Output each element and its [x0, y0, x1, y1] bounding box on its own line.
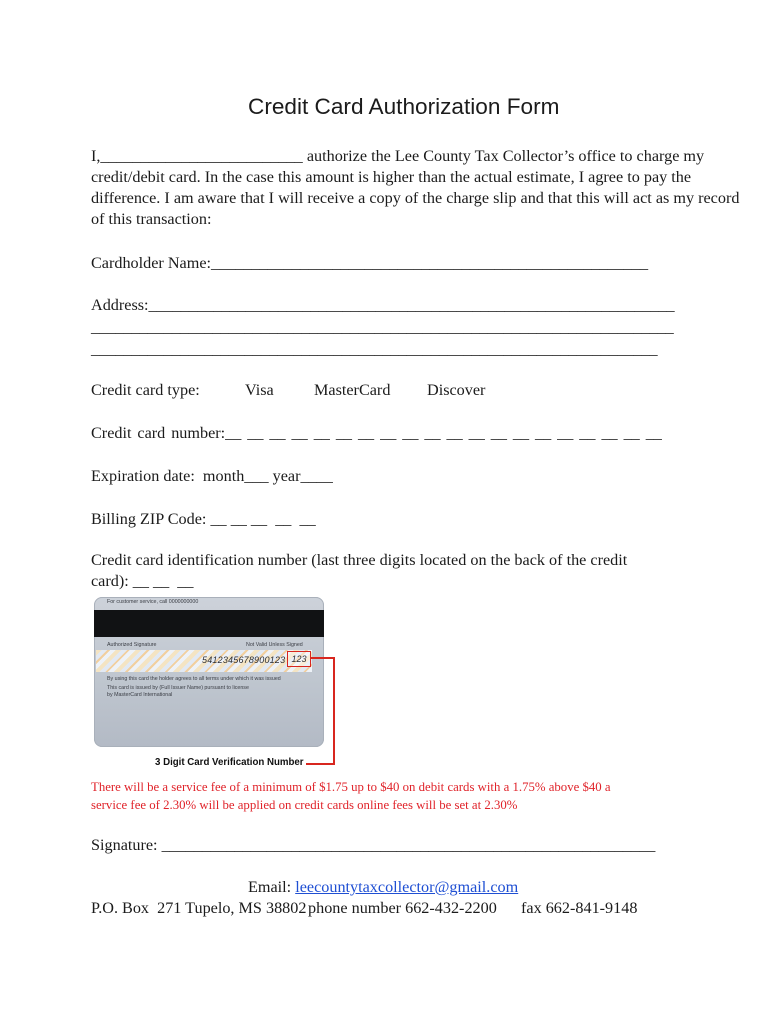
- email-line: [248, 876, 518, 898]
- fee-notice-line: service fee of 2.30% will be applied on credit cards online fees will be set at 2.30%: [91, 798, 518, 812]
- postal-address: P.O. Box 271 Tupelo, MS 38802: [91, 899, 307, 917]
- issuer-text: This card is issued by (Full Issuer Name) pursuant to license: [107, 685, 249, 691]
- issuer-text: by MasterCard International: [107, 692, 173, 698]
- signature-field: Signature: _____________________________________________________________: [91, 836, 656, 854]
- authorized-signature-text: Authorized Signature: [107, 642, 157, 648]
- card-id-line: Credit card identification number (last three digits located on the back of the credit: [91, 551, 628, 569]
- card-id-line: card): __ __ __: [91, 572, 194, 590]
- customer-service-text: For customer service, call 0000000000: [107, 599, 199, 605]
- card-back-illustration: [94, 597, 324, 747]
- service-fee-notice: [91, 778, 611, 814]
- fee-notice-line: There will be a service fee of a minimum of $1.75 up to $40 on debit cards with a 1.75% above $40 a: [91, 780, 611, 794]
- card-number-field: Credit card number:__ __ __ __ __ __ __ __ __ __ __ __ __ __ __ __ __ __ __ __: [91, 424, 662, 442]
- authorization-paragraph: [91, 146, 739, 230]
- card-type-label: Credit card type:: [91, 381, 200, 399]
- email-label: Email:: [248, 878, 296, 896]
- expiration-date-field: Expiration date: month___ year____: [91, 467, 333, 485]
- paragraph-line: of this transaction:: [91, 210, 212, 228]
- card-terms-text: By using this card the holder agrees to all terms under which it was issued: [107, 676, 281, 682]
- card-back-number: 5412345678900123: [202, 655, 286, 665]
- card-identification-field: [91, 550, 627, 592]
- address-line: ________________________________________________________________________: [91, 318, 674, 336]
- paragraph-line: I,_________________________ authorize the Lee County Tax Collector’s office to charge my: [91, 147, 705, 165]
- card-type-option-visa: Visa: [245, 381, 274, 399]
- phone-number: phone number 662-432-2200: [308, 899, 497, 917]
- cardholder-name-field: Cardholder Name:______________________________________________________: [91, 254, 649, 272]
- paragraph-line: difference. I am aware that I will receive a copy of the charge slip and that this will act as my record: [91, 189, 740, 207]
- billing-zip-field: Billing ZIP Code: __ __ __ __ __: [91, 510, 316, 528]
- email-link[interactable]: leecountytaxcollector@gmail.com: [295, 878, 519, 896]
- contact-footer: [0, 897, 770, 919]
- paragraph-line: credit/debit card. In the case this amount is higher than the actual estimate, I agree to pay the: [91, 168, 692, 186]
- cvv-callout-label: 3 Digit Card Verification Number: [155, 757, 304, 768]
- magnetic-stripe: [94, 610, 324, 637]
- cvv-highlight-box: 123: [287, 651, 311, 667]
- page-title: Credit Card Authorization Form: [248, 94, 560, 119]
- not-valid-text: Not Valid Unless Signed: [246, 642, 303, 648]
- card-type-option-mastercard: MasterCard: [314, 381, 391, 399]
- card-type-row: [0, 379, 770, 401]
- card-type-option-discover: Discover: [427, 381, 486, 399]
- address-field: [91, 294, 675, 360]
- address-line: Address:_________________________________________________________________: [91, 296, 675, 314]
- fax-number: fax 662-841-9148: [521, 899, 638, 917]
- address-line: ______________________________________________________________________: [91, 340, 658, 358]
